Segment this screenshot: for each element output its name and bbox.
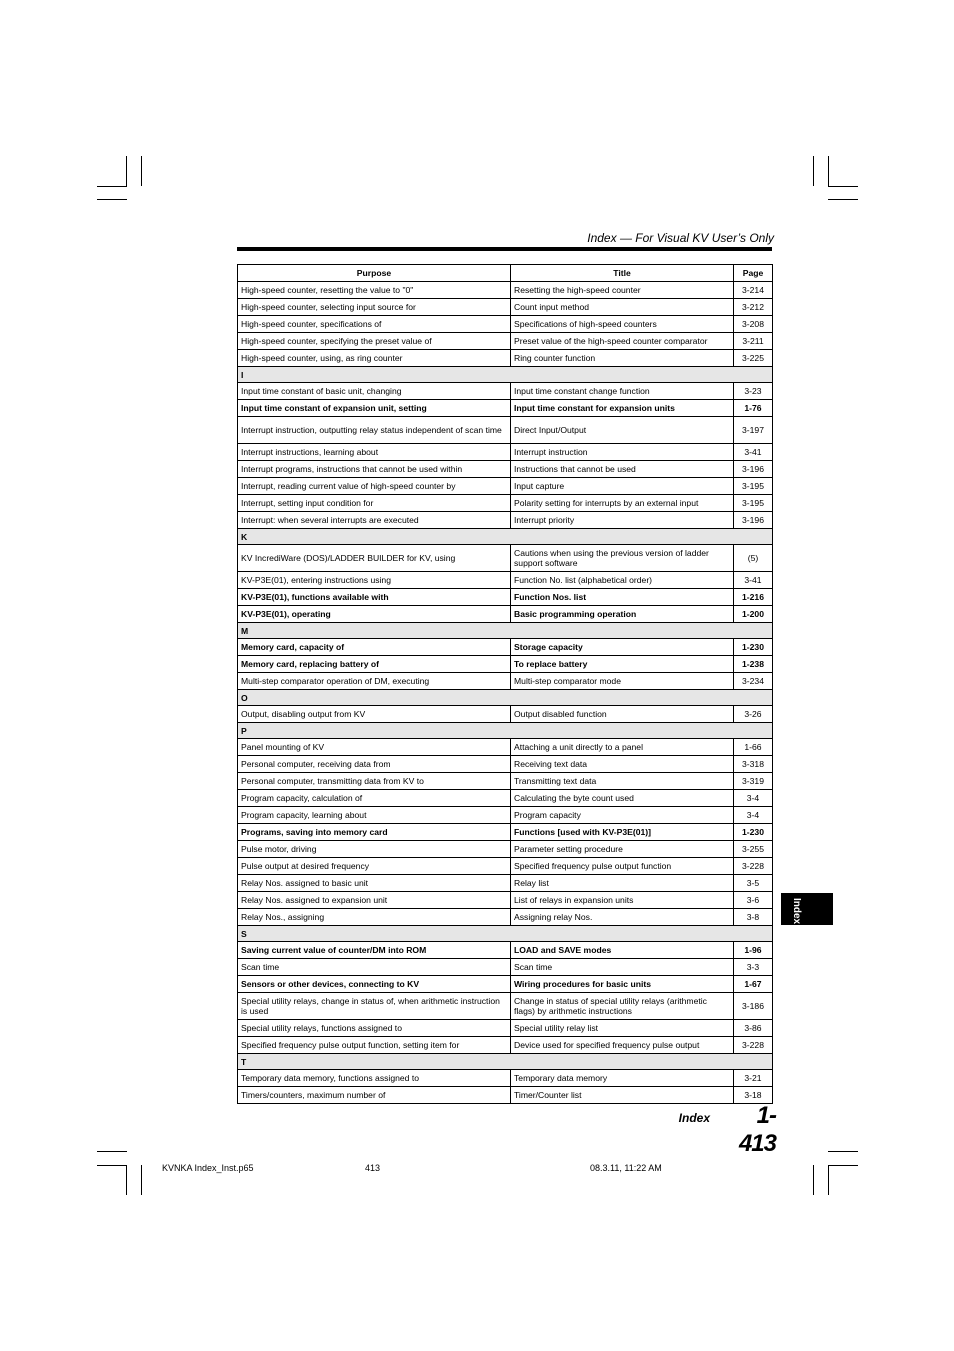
- title-cell: Ring counter function: [511, 350, 734, 367]
- title-cell: To replace battery: [511, 656, 734, 673]
- purpose-cell: Interrupt instructions, learning about: [238, 444, 511, 461]
- page-cell: 1-238: [734, 656, 773, 673]
- title-cell: Basic programming operation: [511, 606, 734, 623]
- purpose-cell: Timers/counters, maximum number of: [238, 1087, 511, 1104]
- title-cell: Interrupt priority: [511, 512, 734, 529]
- table-row: [238, 993, 773, 1020]
- column-header-title: Title: [511, 265, 734, 282]
- crop-mark: [828, 156, 829, 186]
- page-cell: 1-67: [734, 976, 773, 993]
- title-cell: Relay list: [511, 875, 734, 892]
- purpose-cell: Program capacity, calculation of: [238, 790, 511, 807]
- table-row: [238, 773, 773, 790]
- title-cell: Input capture: [511, 478, 734, 495]
- table-row: [238, 790, 773, 807]
- purpose-cell: Interrupt, setting input condition for: [238, 495, 511, 512]
- title-cell: Function No. list (alphabetical order): [511, 572, 734, 589]
- title-cell: Scan time: [511, 959, 734, 976]
- page-cell: 3-186: [734, 993, 773, 1020]
- table-row: [238, 706, 773, 723]
- page-cell: 1-96: [734, 942, 773, 959]
- page-cell: 3-8: [734, 909, 773, 926]
- purpose-cell: Input time constant of basic unit, changing: [238, 383, 511, 400]
- table-row: [238, 673, 773, 690]
- letter-heading: S: [238, 926, 773, 942]
- title-cell: Storage capacity: [511, 639, 734, 656]
- slug-file-name: KVNKA Index_Inst.p65: [162, 1163, 254, 1173]
- letter-heading: P: [238, 723, 773, 739]
- table-row: [238, 807, 773, 824]
- crop-mark: [813, 1165, 814, 1195]
- slug-page: 413: [365, 1163, 381, 1173]
- page-cell: 3-5: [734, 875, 773, 892]
- crop-mark: [828, 186, 858, 187]
- purpose-cell: KV-P3E(01), functions available with: [238, 589, 511, 606]
- title-cell: Cautions when using the previous version of ladder support software: [511, 545, 734, 572]
- table-row: [238, 417, 773, 444]
- table-row: [238, 858, 773, 875]
- page-cell: 3-18: [734, 1087, 773, 1104]
- table-row: [238, 875, 773, 892]
- footer-section-label: Index: [678, 1111, 710, 1125]
- purpose-cell: Relay Nos., assigning: [238, 909, 511, 926]
- purpose-cell: Multi-step comparator operation of DM, executing: [238, 673, 511, 690]
- purpose-cell: KV-P3E(01), operating: [238, 606, 511, 623]
- page-cell: 1-66: [734, 739, 773, 756]
- table-row: [238, 942, 773, 959]
- title-cell: Output disabled function: [511, 706, 734, 723]
- purpose-cell: Relay Nos. assigned to basic unit: [238, 875, 511, 892]
- purpose-cell: Special utility relays, functions assigned to: [238, 1020, 511, 1037]
- purpose-cell: Specified frequency pulse output function, setting item for: [238, 1037, 511, 1054]
- purpose-cell: KV-P3E(01), entering instructions using: [238, 572, 511, 589]
- title-cell: Receiving text data: [511, 756, 734, 773]
- page-cell: 3-225: [734, 350, 773, 367]
- page-cell: 3-6: [734, 892, 773, 909]
- title-cell: Specified frequency pulse output function: [511, 858, 734, 875]
- table-row: [238, 639, 773, 656]
- purpose-cell: Pulse output at desired frequency: [238, 858, 511, 875]
- title-cell: Input time constant for expansion units: [511, 400, 734, 417]
- title-cell: Assigning relay Nos.: [511, 909, 734, 926]
- crop-mark: [97, 186, 127, 187]
- crop-mark: [97, 199, 127, 200]
- title-cell: Polarity setting for interrupts by an external input: [511, 495, 734, 512]
- table-row: [238, 976, 773, 993]
- title-cell: List of relays in expansion units: [511, 892, 734, 909]
- purpose-cell: High-speed counter, specifying the preset value of: [238, 333, 511, 350]
- page-cell: 3-3: [734, 959, 773, 976]
- title-cell: Input time constant change function: [511, 383, 734, 400]
- purpose-cell: High-speed counter, selecting input source for: [238, 299, 511, 316]
- purpose-cell: Programs, saving into memory card: [238, 824, 511, 841]
- crop-mark: [141, 1165, 142, 1195]
- purpose-cell: High-speed counter, using, as ring counter: [238, 350, 511, 367]
- page-cell: 3-212: [734, 299, 773, 316]
- page-cell: 3-23: [734, 383, 773, 400]
- page-cell: 3-195: [734, 478, 773, 495]
- page-cell: 3-41: [734, 572, 773, 589]
- side-tab-label: Index: [791, 898, 802, 925]
- title-cell: Temporary data memory: [511, 1070, 734, 1087]
- title-cell: Change in status of special utility relays (arithmetic flags) by arithmetic instructions: [511, 993, 734, 1020]
- table-row: [238, 282, 773, 299]
- page-cell: 3-196: [734, 512, 773, 529]
- purpose-cell: Pulse motor, driving: [238, 841, 511, 858]
- page-cell: 3-4: [734, 807, 773, 824]
- page-cell: 3-255: [734, 841, 773, 858]
- purpose-cell: Sensors or other devices, connecting to KV: [238, 976, 511, 993]
- purpose-cell: Interrupt, reading current value of high-speed counter by: [238, 478, 511, 495]
- table-row: [238, 909, 773, 926]
- running-header: Index — For Visual KV User’s Only: [587, 231, 774, 245]
- title-cell: Functions [used with KV-P3E(01)]: [511, 824, 734, 841]
- page-cell: 1-216: [734, 589, 773, 606]
- column-header-purpose: Purpose: [238, 265, 511, 282]
- purpose-cell: Personal computer, transmitting data from KV to: [238, 773, 511, 790]
- page-cell: 1-230: [734, 824, 773, 841]
- letter-heading-row: [238, 723, 773, 739]
- table-row: [238, 1037, 773, 1054]
- page-cell: 3-228: [734, 1037, 773, 1054]
- table-row: [238, 1087, 773, 1104]
- title-cell: Multi-step comparator mode: [511, 673, 734, 690]
- letter-heading: M: [238, 623, 773, 639]
- table-row: [238, 959, 773, 976]
- letter-heading-row: [238, 529, 773, 545]
- table-row: [238, 444, 773, 461]
- letter-heading: T: [238, 1054, 773, 1070]
- page-cell: 3-214: [734, 282, 773, 299]
- letter-heading-row: [238, 926, 773, 942]
- page-cell: 3-21: [734, 1070, 773, 1087]
- table-header-row: [238, 265, 773, 282]
- index-table-body: [238, 282, 773, 1104]
- table-row: [238, 333, 773, 350]
- page-cell: 3-41: [734, 444, 773, 461]
- crop-mark: [813, 156, 814, 186]
- column-header-page: Page: [734, 265, 773, 282]
- table-row: [238, 1020, 773, 1037]
- page-cell: 3-318: [734, 756, 773, 773]
- title-cell: LOAD and SAVE modes: [511, 942, 734, 959]
- crop-mark: [828, 1151, 858, 1152]
- page-cell: 3-86: [734, 1020, 773, 1037]
- table-row: [238, 892, 773, 909]
- letter-heading-row: [238, 1054, 773, 1070]
- title-cell: Transmitting text data: [511, 773, 734, 790]
- purpose-cell: Special utility relays, change in status of, when arithmetic instruction is used: [238, 993, 511, 1020]
- purpose-cell: Saving current value of counter/DM into ROM: [238, 942, 511, 959]
- title-cell: Count input method: [511, 299, 734, 316]
- letter-heading: I: [238, 367, 773, 383]
- table-row: [238, 400, 773, 417]
- table-row: [238, 841, 773, 858]
- letter-heading: K: [238, 529, 773, 545]
- letter-heading-row: [238, 623, 773, 639]
- crop-mark: [141, 156, 142, 186]
- title-cell: Resetting the high-speed counter: [511, 282, 734, 299]
- crop-mark: [828, 1165, 858, 1166]
- title-cell: Program capacity: [511, 807, 734, 824]
- table-row: [238, 572, 773, 589]
- table-row: [238, 1070, 773, 1087]
- crop-mark: [126, 1165, 127, 1195]
- crop-mark: [97, 1165, 127, 1166]
- table-row: [238, 545, 773, 572]
- crop-mark: [828, 199, 858, 200]
- page-cell: 3-211: [734, 333, 773, 350]
- page-cell: 3-208: [734, 316, 773, 333]
- table-row: [238, 589, 773, 606]
- title-cell: Attaching a unit directly to a panel: [511, 739, 734, 756]
- purpose-cell: High-speed counter, resetting the value to "0": [238, 282, 511, 299]
- table-row: [238, 461, 773, 478]
- table-row: [238, 512, 773, 529]
- page-cell: (5): [734, 545, 773, 572]
- purpose-cell: Memory card, capacity of: [238, 639, 511, 656]
- purpose-cell: Scan time: [238, 959, 511, 976]
- purpose-cell: Panel mounting of KV: [238, 739, 511, 756]
- page-cell: 3-319: [734, 773, 773, 790]
- page-cell: 1-76: [734, 400, 773, 417]
- purpose-cell: High-speed counter, specifications of: [238, 316, 511, 333]
- table-row: [238, 316, 773, 333]
- letter-heading-row: [238, 690, 773, 706]
- crop-mark: [828, 1165, 829, 1195]
- page-number: 1-413: [738, 1102, 776, 1157]
- table-row: [238, 383, 773, 400]
- purpose-cell: Personal computer, receiving data from: [238, 756, 511, 773]
- table-row: [238, 350, 773, 367]
- table-row: [238, 299, 773, 316]
- page-cell: 3-234: [734, 673, 773, 690]
- index-table: [237, 264, 773, 1104]
- title-cell: Direct Input/Output: [511, 417, 734, 444]
- purpose-cell: Program capacity, learning about: [238, 807, 511, 824]
- footer-rule: [237, 1103, 772, 1104]
- purpose-cell: Temporary data memory, functions assigned to: [238, 1070, 511, 1087]
- page-cell: 3-26: [734, 706, 773, 723]
- table-row: [238, 739, 773, 756]
- purpose-cell: Output, disabling output from KV: [238, 706, 511, 723]
- title-cell: Preset value of the high-speed counter comparator: [511, 333, 734, 350]
- letter-heading: O: [238, 690, 773, 706]
- purpose-cell: KV IncrediWare (DOS)/LADDER BUILDER for KV, using: [238, 545, 511, 572]
- slug-timestamp: 08.3.11, 11:22 AM: [590, 1163, 662, 1173]
- title-cell: Device used for specified frequency pulse output: [511, 1037, 734, 1054]
- table-row: [238, 824, 773, 841]
- table-row: [238, 478, 773, 495]
- purpose-cell: Input time constant of expansion unit, setting: [238, 400, 511, 417]
- table-row: [238, 756, 773, 773]
- title-cell: Function Nos. list: [511, 589, 734, 606]
- title-cell: Parameter setting procedure: [511, 841, 734, 858]
- title-cell: Calculating the byte count used: [511, 790, 734, 807]
- purpose-cell: Relay Nos. assigned to expansion unit: [238, 892, 511, 909]
- page-cell: 3-4: [734, 790, 773, 807]
- title-cell: Special utility relay list: [511, 1020, 734, 1037]
- title-cell: Timer/Counter list: [511, 1087, 734, 1104]
- title-cell: Wiring procedures for basic units: [511, 976, 734, 993]
- crop-mark: [126, 156, 127, 186]
- purpose-cell: Memory card, replacing battery of: [238, 656, 511, 673]
- letter-heading-row: [238, 367, 773, 383]
- page-cell: 3-195: [734, 495, 773, 512]
- purpose-cell: Interrupt: when several interrupts are executed: [238, 512, 511, 529]
- page-cell: 3-228: [734, 858, 773, 875]
- purpose-cell: Interrupt programs, instructions that cannot be used within: [238, 461, 511, 478]
- purpose-cell: Interrupt instruction, outputting relay status independent of scan time: [238, 417, 511, 444]
- page-cell: 1-230: [734, 639, 773, 656]
- page-cell: 3-197: [734, 417, 773, 444]
- table-row: [238, 606, 773, 623]
- table-row: [238, 495, 773, 512]
- title-cell: Instructions that cannot be used: [511, 461, 734, 478]
- title-cell: Interrupt instruction: [511, 444, 734, 461]
- title-cell: Specifications of high-speed counters: [511, 316, 734, 333]
- crop-mark: [97, 1151, 127, 1152]
- table-row: [238, 656, 773, 673]
- page-cell: 3-196: [734, 461, 773, 478]
- header-rule: [237, 247, 772, 251]
- page-cell: 1-200: [734, 606, 773, 623]
